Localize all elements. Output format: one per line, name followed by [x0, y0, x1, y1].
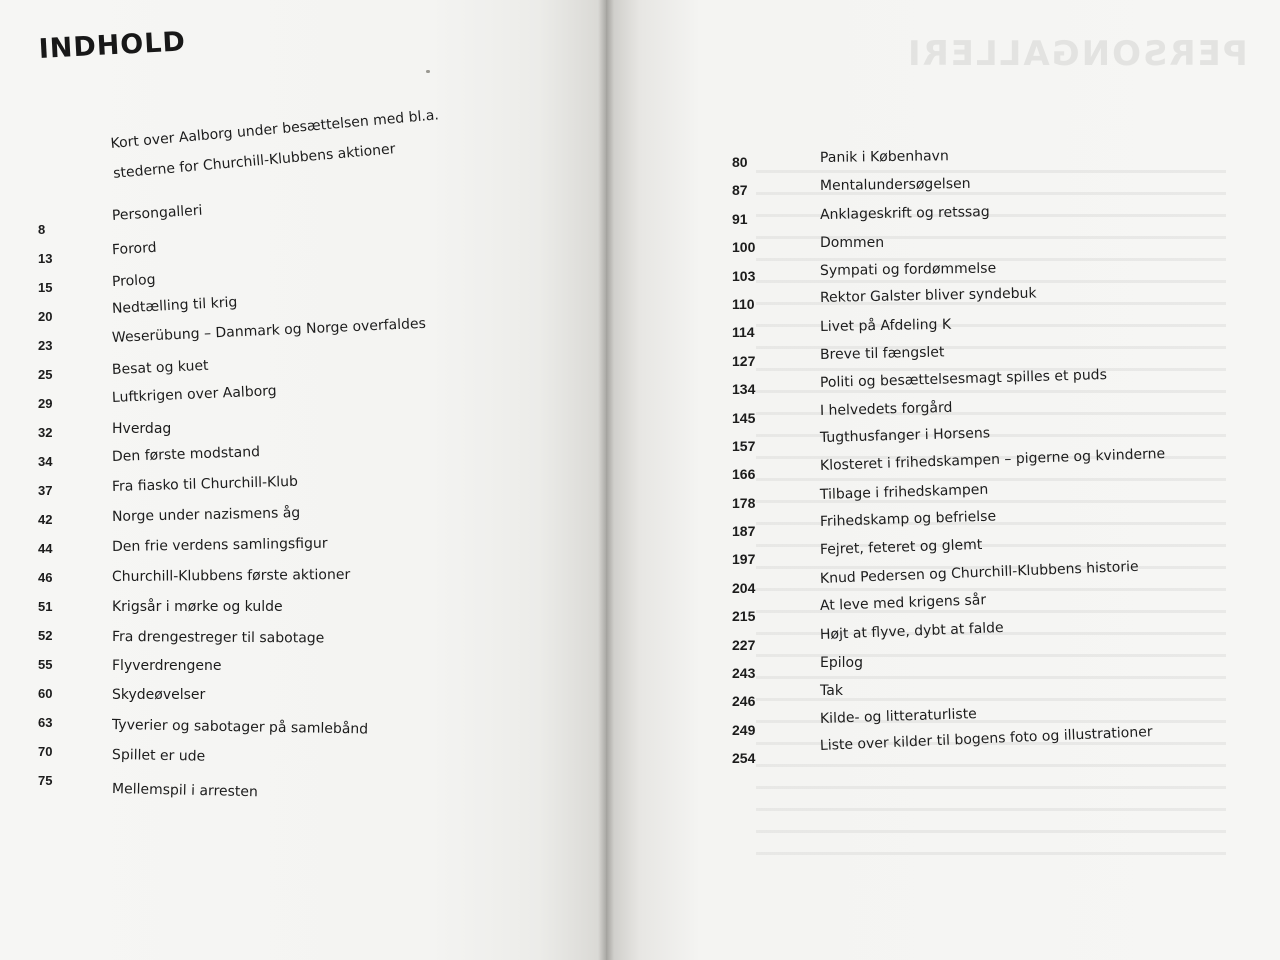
left-page [0, 0, 612, 960]
toc-page-number: 15 [38, 280, 53, 295]
toc-page-number: 227 [732, 636, 756, 653]
toc-page-number: 246 [732, 693, 756, 710]
toc-page-number: 13 [38, 251, 53, 266]
toc-entry [732, 317, 1272, 352]
toc-entry [732, 285, 1272, 324]
toc-entry [732, 367, 1272, 409]
toc-page-number: 215 [732, 608, 756, 625]
toc-entry-title: Weserübung – Danmark og Norge overfaldes [111, 315, 427, 346]
toc-page-number: 80 [732, 154, 748, 170]
toc-entry-title: Kilde- og litteraturliste [819, 705, 978, 727]
toc-page-number: 44 [38, 541, 53, 556]
toc-heading: INDHOLD [38, 26, 187, 65]
toc-entry-title: At leve med krigens sår [819, 592, 987, 615]
toc-entry-title: Norge under nazismens åg [111, 505, 301, 525]
toc-page-number: 204 [732, 579, 756, 596]
toc-intro-line: stederne for Churchill-Klubbens aktioner [112, 141, 397, 182]
toc-entry-title: I helvedets forgård [819, 399, 953, 419]
toc-page-number: 55 [38, 657, 53, 672]
toc-page-number: 63 [38, 715, 53, 730]
toc-page-number: 29 [38, 396, 53, 411]
toc-entry-title: Mentalundersøgelsen [819, 176, 971, 195]
toc-list-right [732, 148, 1272, 779]
toc-entry-title: Rektor Galster bliver syndebuk [819, 285, 1037, 306]
toc-page-number: 37 [38, 483, 53, 498]
toc-entry-title: Nedtælling til krig [111, 294, 238, 317]
toc-entry [732, 446, 1272, 494]
toc-entry-title: Spillet er ude [111, 747, 206, 765]
toc-page-number: 100 [732, 239, 756, 256]
toc-entry-title: Mellemspil i arresten [111, 781, 259, 801]
toc-page-number: 20 [38, 309, 53, 324]
toc-entry-title: Den frie verdens samlingsfigur [111, 535, 328, 555]
toc-entry-title: Epilog [820, 655, 863, 672]
toc-entry-title: Panik i København [819, 148, 949, 166]
toc-page-number: 8 [38, 222, 46, 237]
toc-entry [732, 619, 1272, 665]
toc-entry-title: Tak [820, 683, 843, 700]
toc-page-number: 114 [732, 324, 755, 341]
toc-entry-title: Klosteret i frihedskampen – pigerne og kvinderne [819, 446, 1166, 475]
toc-page-number: 25 [38, 367, 53, 382]
toc-entry-title: Sympati og fordømmelse [819, 260, 997, 279]
toc-page-number: 34 [38, 454, 53, 469]
toc-page-number: 46 [38, 570, 53, 585]
toc-entry-title: Skydeøvelser [112, 687, 206, 703]
toc-page-number: 87 [732, 182, 748, 199]
toc-entry [732, 508, 1272, 551]
toc-entry-title: Tyverier og sabotager på samlebånd [111, 717, 369, 738]
toc-page-number: 178 [732, 494, 756, 511]
toc-page-number: 51 [38, 599, 53, 614]
toc-page-number: 32 [38, 425, 53, 440]
toc-page-number: 75 [38, 773, 53, 788]
toc-entry-title: Luftkrigen over Aalborg [111, 383, 277, 406]
toc-entry-title: Tilbage i frihedskampen [819, 481, 989, 503]
toc-page-number: 243 [732, 665, 756, 682]
toc-page-number: 187 [732, 523, 756, 540]
toc-page-number: 91 [732, 210, 748, 227]
toc-entry [732, 176, 1272, 210]
toc-page-number: 42 [38, 512, 53, 527]
toc-entry [732, 399, 1272, 438]
toc-page-number: 127 [732, 352, 756, 369]
toc-entry-title: Fra drengestreger til sabotage [111, 629, 325, 647]
toc-entry [732, 148, 1272, 182]
toc-entry-title: Livet på Afdeling K [819, 317, 952, 336]
toc-entry-title: Frihedskamp og befrielse [819, 508, 997, 531]
toc-page-number: 197 [732, 551, 756, 568]
toc-entry-title: Flyverdrengene [112, 658, 222, 674]
toc-page-number: 103 [732, 267, 756, 284]
toc-intro [110, 107, 443, 195]
toc-page-number: 157 [732, 437, 756, 454]
toc-entry-title: Politi og besættelsesmagt spilles et puds [819, 367, 1108, 392]
toc-entry-title: Højt at flyve, dybt at falde [819, 619, 1004, 643]
toc-page-number: 52 [38, 628, 53, 643]
toc-entry-title: Breve til fængslet [819, 344, 945, 363]
toc-intro-line: Kort over Aalborg under besættelsen med bl.a. [110, 107, 440, 152]
book-gutter [598, 0, 614, 960]
toc-entry-title: Den første modstand [111, 444, 261, 465]
toc-entry [732, 203, 1272, 239]
toc-entry [732, 655, 1272, 693]
toc-page-number: 70 [38, 744, 53, 759]
toc-page-number: 145 [732, 409, 756, 426]
toc-page-number: 23 [38, 338, 53, 353]
toc-entry-title: Besat og kuet [111, 357, 209, 378]
toc-entry-title: Tugthusfanger i Horsens [819, 425, 991, 446]
toc-page-number: 60 [38, 686, 53, 701]
toc-page-number: 134 [732, 381, 756, 398]
toc-entry [732, 481, 1272, 523]
toc-page-number: 254 [732, 750, 756, 767]
toc-page-number: 110 [732, 295, 755, 312]
toc-entry [732, 683, 1272, 721]
toc-entry-title: Dommen [820, 235, 885, 252]
toc-entry-title: Fejret, feteret og glemt [819, 537, 983, 559]
toc-entry [732, 235, 1272, 267]
toc-entry-title: Persongalleri [111, 202, 203, 224]
toc-entry-title: Anklageskrift og retssag [819, 203, 990, 223]
toc-entry-title: Hverdag [112, 421, 172, 437]
toc-entry-title: Prolog [111, 271, 156, 291]
toc-entry-title: Forord [111, 239, 157, 259]
paper-speck [426, 70, 430, 73]
toc-entry-title: Krigsår i mørke og kulde [112, 599, 283, 615]
toc-entry-title: Liste over kilder til bogens foto og illustrationer [819, 724, 1153, 755]
show-through-heading: PERSONGALLERI [906, 34, 1248, 74]
toc-page-number: 166 [732, 466, 756, 483]
toc-entry-title: Fra fiasko til Churchill-Klub [111, 473, 299, 495]
toc-entry-title: Churchill-Klubbens første aktioner [111, 566, 351, 585]
toc-page-number: 249 [732, 721, 756, 738]
toc-entry-title: Knud Pedersen og Churchill-Klubbens historie [819, 558, 1139, 587]
